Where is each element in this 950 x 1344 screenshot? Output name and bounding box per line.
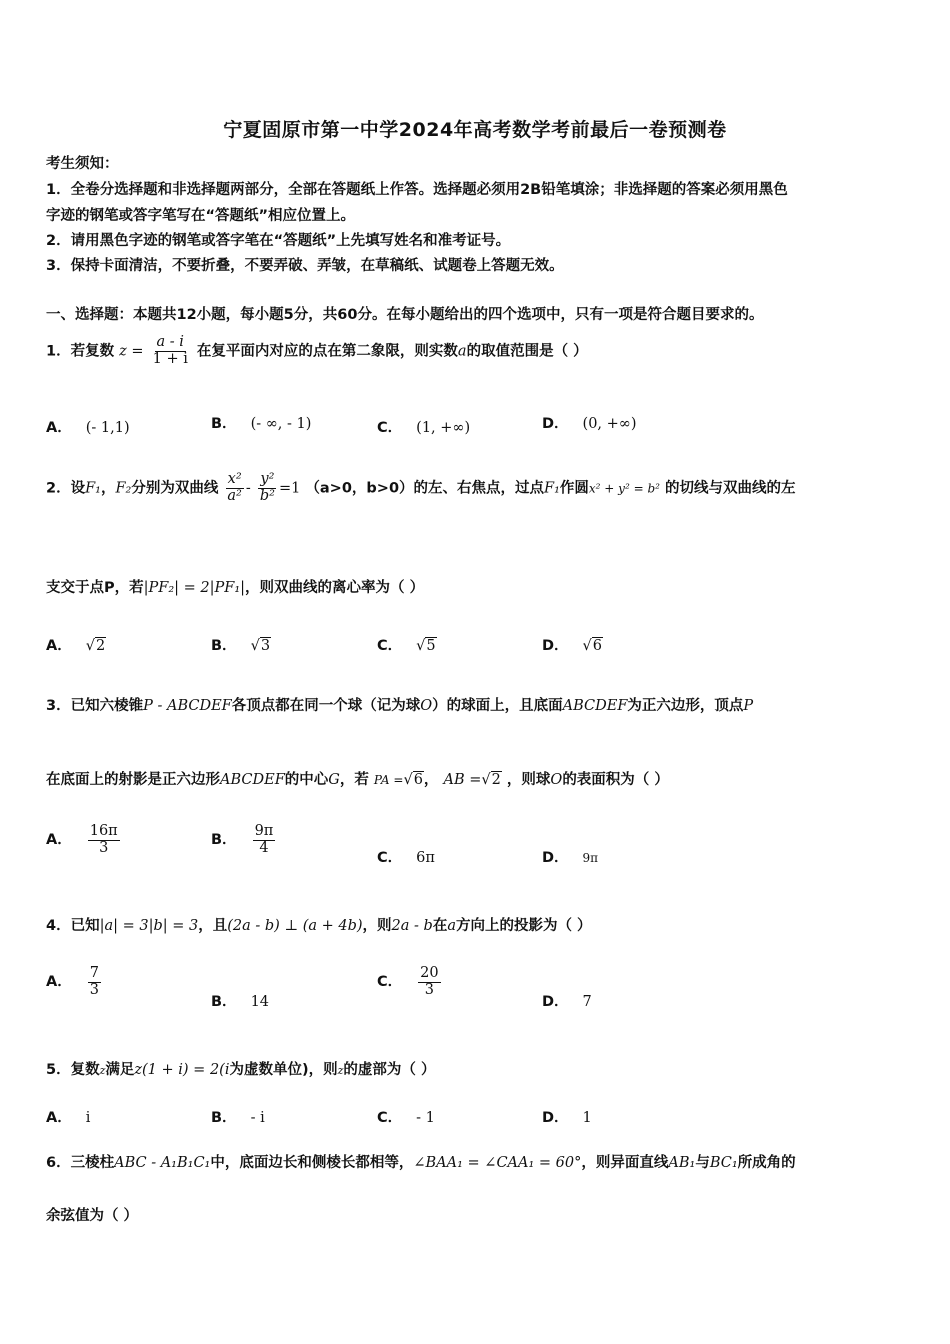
- page-title: 宁夏固原市第一中学2024年高考数学考前最后一卷预测卷: [223, 119, 727, 141]
- notice-item-3: 3．保持卡面清洁，不要折叠，不要弄破、弄皱，在草稿纸、试题卷上答题无效。: [46, 258, 564, 274]
- notice-item-2: 2．请用黑色字迹的钢笔或答字笔在“答题纸”上先填写姓名和准考证号。: [46, 233, 511, 249]
- q2-option-d[interactable]: D． √6: [542, 638, 603, 654]
- fraction: $\frac{\text{y²}}{\text{b²}}$: [259, 471, 275, 504]
- notice-item-1b: 字迹的钢笔或答字笔写在“答题纸”相应位置上。: [46, 208, 356, 224]
- fraction: $\frac{a - i}{1 + i}$: [152, 334, 188, 367]
- q4-option-c[interactable]: C． $\frac{20}{3}$: [377, 965, 439, 998]
- q4-option-b[interactable]: B． 14: [211, 994, 270, 1010]
- q2-option-a[interactable]: A． √2: [46, 638, 106, 654]
- notice-item-1a: 1．全卷分选择题和非选择题两部分，全部在答题纸上作答。选择题必须用2B铅笔填涂；非选择题的答案必须用黑色: [46, 182, 788, 198]
- q3-option-c[interactable]: C． 6π: [377, 850, 435, 866]
- question-3-line-2: 在底面上的射影是正六边形ABCDEF的中心G，若 PA =√6， AB =√2 ，则球O的表面积为（ ）: [46, 772, 669, 788]
- question-3-line-1: 3．已知六棱锥P - ABCDEF各顶点都在同一个球（记为球O）的球面上，且底面ABCDEF为正六边形，顶点P: [46, 698, 754, 714]
- q3-option-b[interactable]: B． $\frac{9\pi}{4}$: [211, 823, 274, 856]
- q4-option-d[interactable]: D． 7: [542, 994, 592, 1010]
- question-4: 4．已知|a| = 3|b| = 3，且(2a - b) ⊥ (a + 4b)，则2a - b在a方向上的投影为（ ）: [46, 918, 592, 934]
- question-1: 1．若复数 z = $\frac{a - i}{1 + i}$ 在复平面内对应的点在第二象限，则实数a的取值范围是（ ）: [46, 334, 588, 367]
- q2-option-b[interactable]: B． √3: [211, 638, 271, 654]
- q3-option-a[interactable]: A． $\frac{16\pi}{3}$: [46, 823, 118, 856]
- q1-option-d[interactable]: D． (0, +∞): [542, 416, 637, 432]
- q1-option-b[interactable]: B． (- ∞, - 1): [211, 416, 312, 432]
- fraction: $\frac{\text{x²}}{\text{a²}}$: [227, 471, 242, 504]
- q5-option-d[interactable]: D． 1: [542, 1110, 592, 1126]
- q4-option-a[interactable]: A． $\frac{7}{3}$: [46, 965, 99, 998]
- question-5: 5．复数z满足z(1 + i) = 2(i为虚数单位)，则z的虚部为（ ）: [46, 1062, 436, 1078]
- q5-option-a[interactable]: A． i: [46, 1110, 91, 1126]
- question-2-line-1: 2．设F₁，F₂分别为双曲线 $\frac{\text{x²}}{\text{a²}}$ - $\frac{\text{y²}}{\text{b²}}$ =1 （a>0，b>0）的左、右焦点，过点F₁作圆x² + y² = b² 的切线与双曲线的左: [46, 471, 796, 504]
- q5-option-c[interactable]: C． - 1: [377, 1110, 435, 1126]
- question-2-line-2: 支交于点P，若|PF₂| = 2|PF₁|，则双曲线的离心率为（ ）: [46, 580, 425, 596]
- section-heading: 一、选择题：本题共12小题，每小题5分，共60分。在每小题给出的四个选项中，只有一项是符合题目要求的。: [46, 307, 764, 323]
- q1-option-a[interactable]: A． (- 1,1): [46, 420, 130, 436]
- notice-heading: 考生须知：: [46, 156, 119, 172]
- question-6-line-2: 余弦值为（ ）: [46, 1208, 139, 1224]
- q2-option-c[interactable]: C． √5: [377, 638, 436, 654]
- q5-option-b[interactable]: B． - i: [211, 1110, 265, 1126]
- q1-option-c[interactable]: C． (1, +∞): [377, 420, 471, 436]
- q3-option-d[interactable]: D． 9π: [542, 850, 599, 866]
- question-6-line-1: 6．三棱柱ABC - A₁B₁C₁中，底面边长和侧棱长都相等，∠BAA₁ = ∠CAA₁ = 60°，则异面直线AB₁与BC₁所成角的: [46, 1155, 796, 1171]
